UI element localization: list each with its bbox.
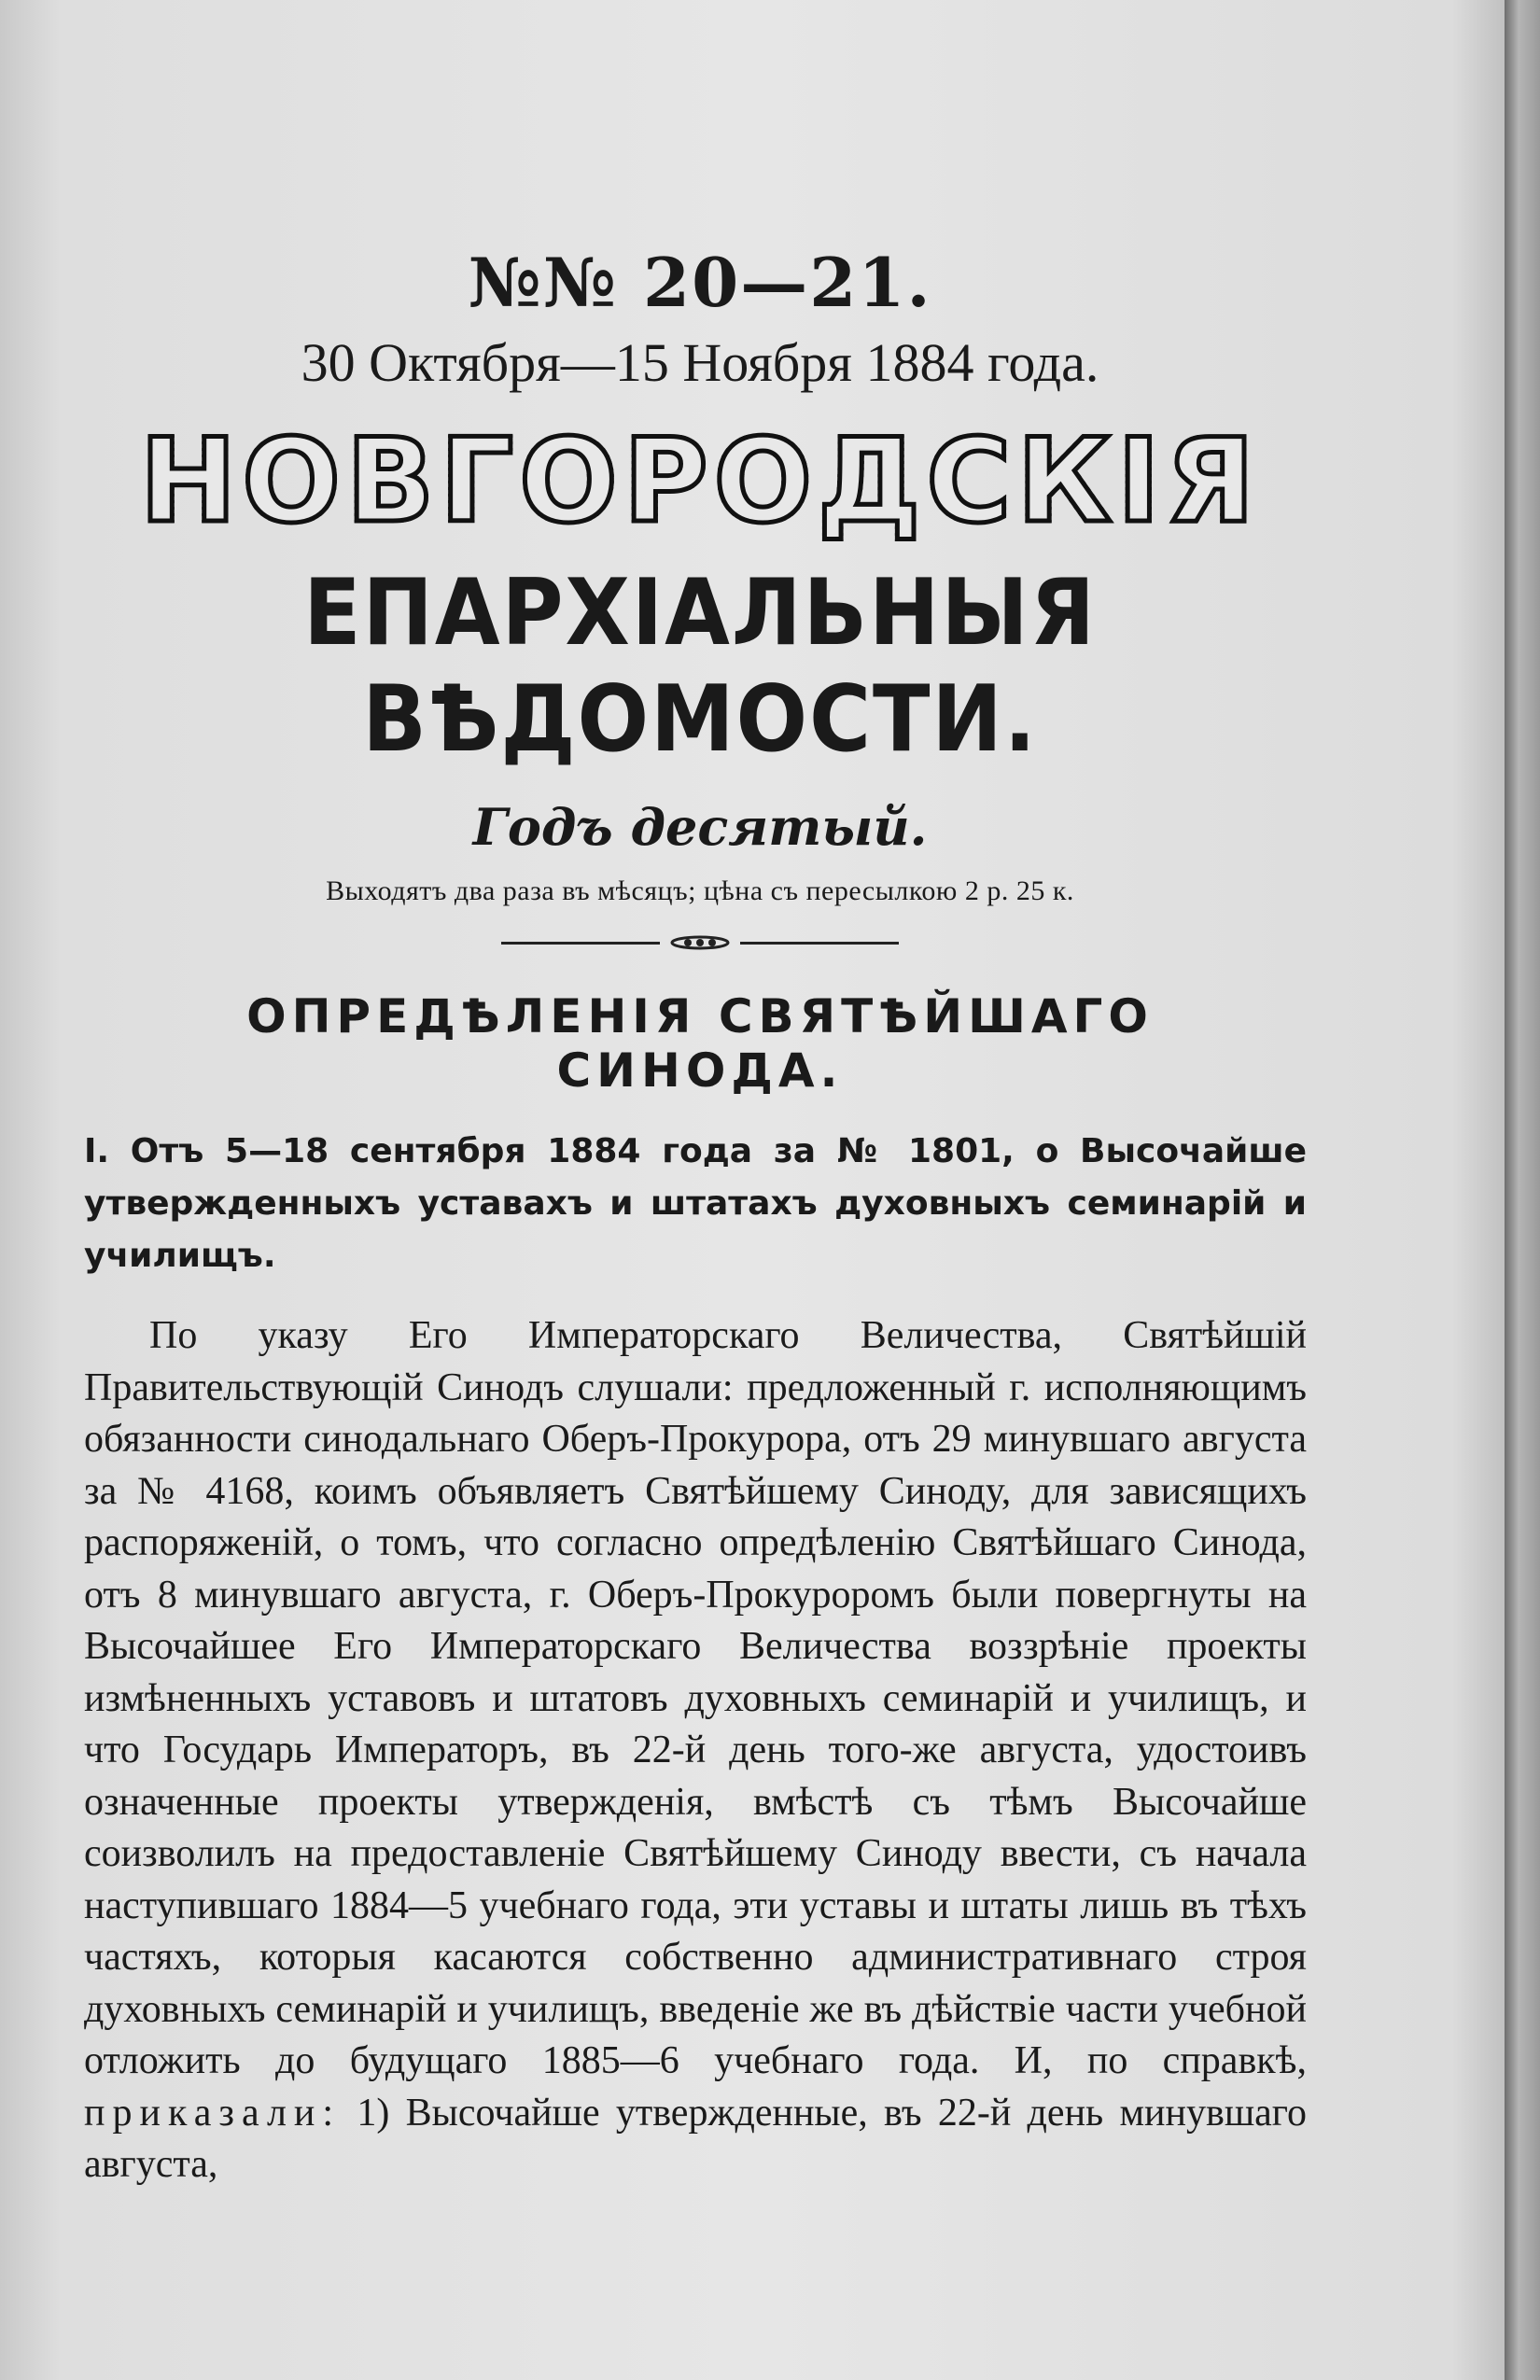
subscription-terms: Выходятъ два раза въ мѣсяцъ; цѣна съ пересылкою 2 р. 25 к.	[326, 875, 1074, 906]
item-body-ordered: приказали:	[84, 2091, 342, 2135]
ornament-rule-right	[740, 942, 899, 945]
issue-date: 30 Октября—15 Ноября 1884 года.	[301, 332, 1099, 393]
page-content	[84, 243, 1307, 2191]
item-body-main: По указу Его Императорскаго Величества, Святѣйшій Правительствующій Синодъ слушали: предложенный г. исполняющимъ обязанности синодальнаго Оберъ-Прокурора, отъ 29 минувшаго августа за № 4168, коимъ объявляетъ Святѣйшему Синоду, для зависящихъ распоряженій, о томъ, что согласно опредѣленію Святѣйшаго Синода, отъ 8 минувшаго августа, г. Оберъ-Прокуроромъ были повергнуты на Высочайшее Его Императорскаго Величества воззрѣніе проекты измѣненныхъ уставовъ и штатовъ духовныхъ семинарій и училищъ, и что Государь Императоръ, въ 22-й день того-же августа, удостоивъ означенные проекты утвержденія, вмѣстѣ съ тѣмъ Высочайше соизволилъ на предоставленіе Святѣйшему Синоду ввести, съ начала наступившаго 1884—5 учебнаго года, эти уставы и штаты лишь въ тѣхъ частяхъ, которыя касаются собственно административнаго строя духовныхъ семинарій и училищъ, введеніе же въ дѣйствіе части учебной отложить до будущаго 1885—6 учебнаго года. И, по справкѣ,	[84, 1314, 1307, 2082]
ornament-divider	[112, 933, 1288, 952]
item-body-end: 1) Высочайше утвержденные, въ 22-й день минувшаго августа,	[84, 2091, 1307, 2186]
issue-number: №№ 20—21.	[468, 243, 932, 322]
book-binding-edge	[1505, 0, 1540, 2380]
item-body	[84, 1310, 1307, 2191]
ornament-knot-icon	[667, 933, 733, 952]
section-title: ОПРЕДѢЛЕНІЯ СВЯТѢЙШАГО СИНОДА.	[246, 989, 1154, 1098]
masthead-title-line1: НОВГОРОДСКІЯ	[112, 414, 1288, 549]
publication-year: Годъ десятый.	[472, 797, 928, 857]
item-heading: I. Отъ 5—18 сентября 1884 года за № 1801, о Высочайше утвержденныхъ уставахъ и штатахъ духовныхъ семинарій и училищъ.	[84, 1132, 1307, 1275]
ornament-rule-left	[501, 942, 660, 945]
masthead-title-line2: ЕПАРХІАЛЬНЫЯ ВѢДОМОСТИ.	[303, 560, 1097, 773]
